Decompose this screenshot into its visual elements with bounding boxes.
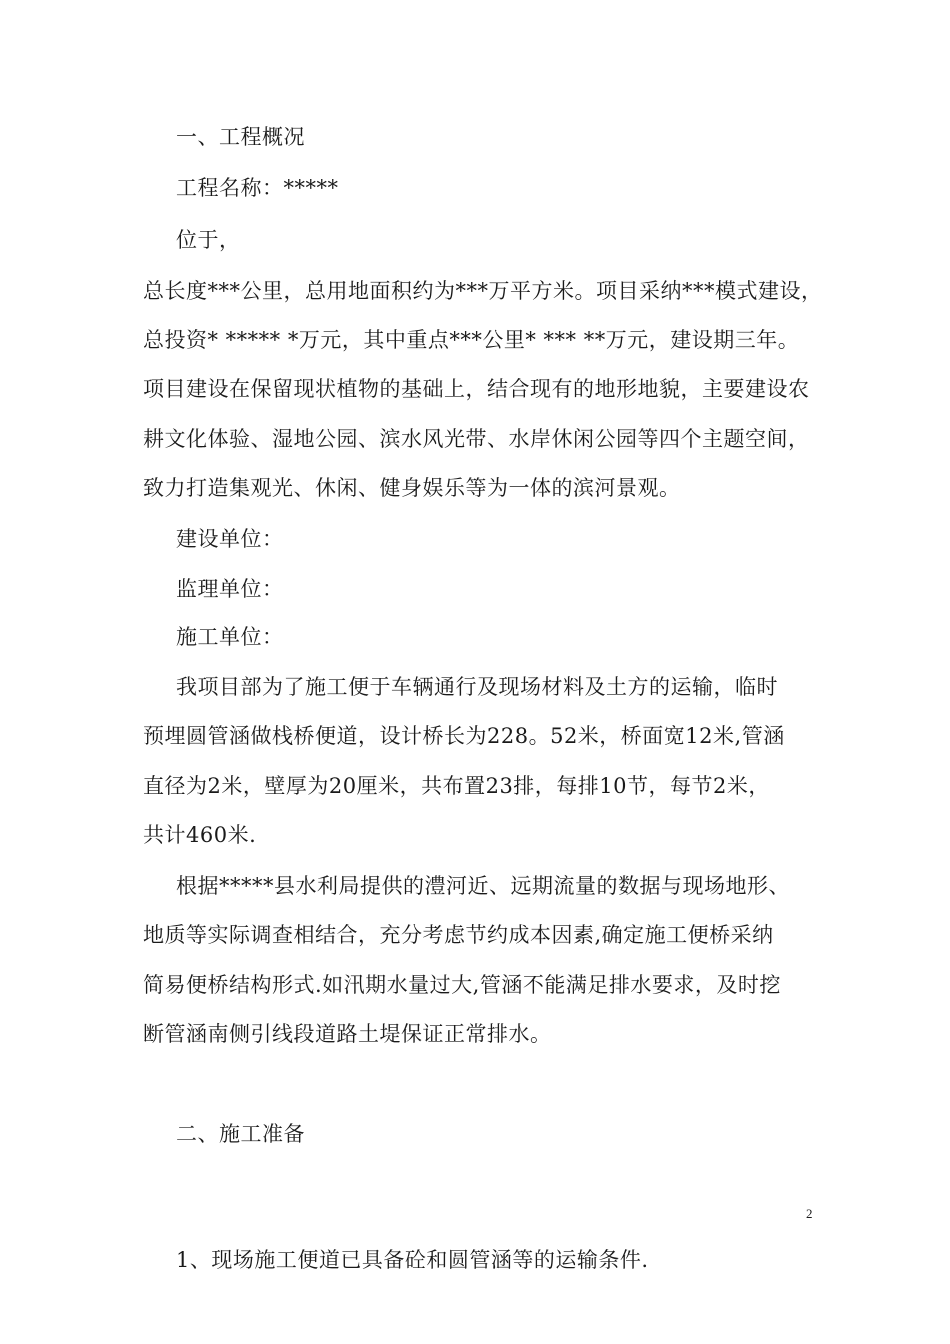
paragraph-line: 致力打造集观光、休闲、健身娱乐等为一体的滨河景观。 xyxy=(143,476,681,500)
paragraph-line: 我项目部为了施工便于车辆通行及现场材料及土方的运输，临时 xyxy=(176,675,778,699)
project-name-line: 工程名称：***** xyxy=(176,176,339,200)
paragraph-line: 总长度***公里，总用地面积约为***万平方米。项目采纳***模式建设， xyxy=(143,279,823,303)
builder-unit-line: 建设单位： xyxy=(176,527,284,551)
page-number: 2 xyxy=(806,1206,813,1221)
paragraph-line: 根据*****县水利局提供的澧河近、远期流量的数据与现场地形、 xyxy=(176,874,790,898)
paragraph-line: 地质等实际调查相结合，充分考虑节约成本因素,确定施工便桥采纳 xyxy=(143,923,774,947)
section-heading-preparation: 二、施工准备 xyxy=(176,1122,305,1146)
paragraph-line: 总投资* ***** *万元，其中重点***公里* *** **万元，建设期三年。 xyxy=(143,328,800,352)
contractor-unit-line: 施工单位： xyxy=(176,625,284,649)
paragraph-line: 简易便桥结构形式.如汛期水量过大,管涵不能满足排水要求，及时挖 xyxy=(143,973,781,997)
location-line: 位于， xyxy=(176,228,241,252)
paragraph-line: 共计460米. xyxy=(143,823,257,847)
section-heading-overview: 一、工程概况 xyxy=(176,125,305,149)
paragraph-line: 直径为2米，壁厚为20厘米，共布置23排，每排10节，每节2米， xyxy=(143,774,770,798)
supervisor-unit-line: 监理单位： xyxy=(176,577,284,601)
list-item: 1、现场施工便道已具备砼和圆管涵等的运输条件. xyxy=(176,1248,649,1272)
paragraph-line: 预埋圆管涵做栈桥便道，设计桥长为228。52米，桥面宽12米,管涵 xyxy=(143,724,785,748)
paragraph-line: 断管涵南侧引线段道路土堤保证正常排水。 xyxy=(143,1022,552,1046)
paragraph-line: 耕文化体验、湿地公园、滨水风光带、水岸休闲公园等四个主题空间， xyxy=(143,427,810,451)
paragraph-line: 项目建设在保留现状植物的基础上，结合现有的地形地貌，主要建设农 xyxy=(143,377,810,401)
